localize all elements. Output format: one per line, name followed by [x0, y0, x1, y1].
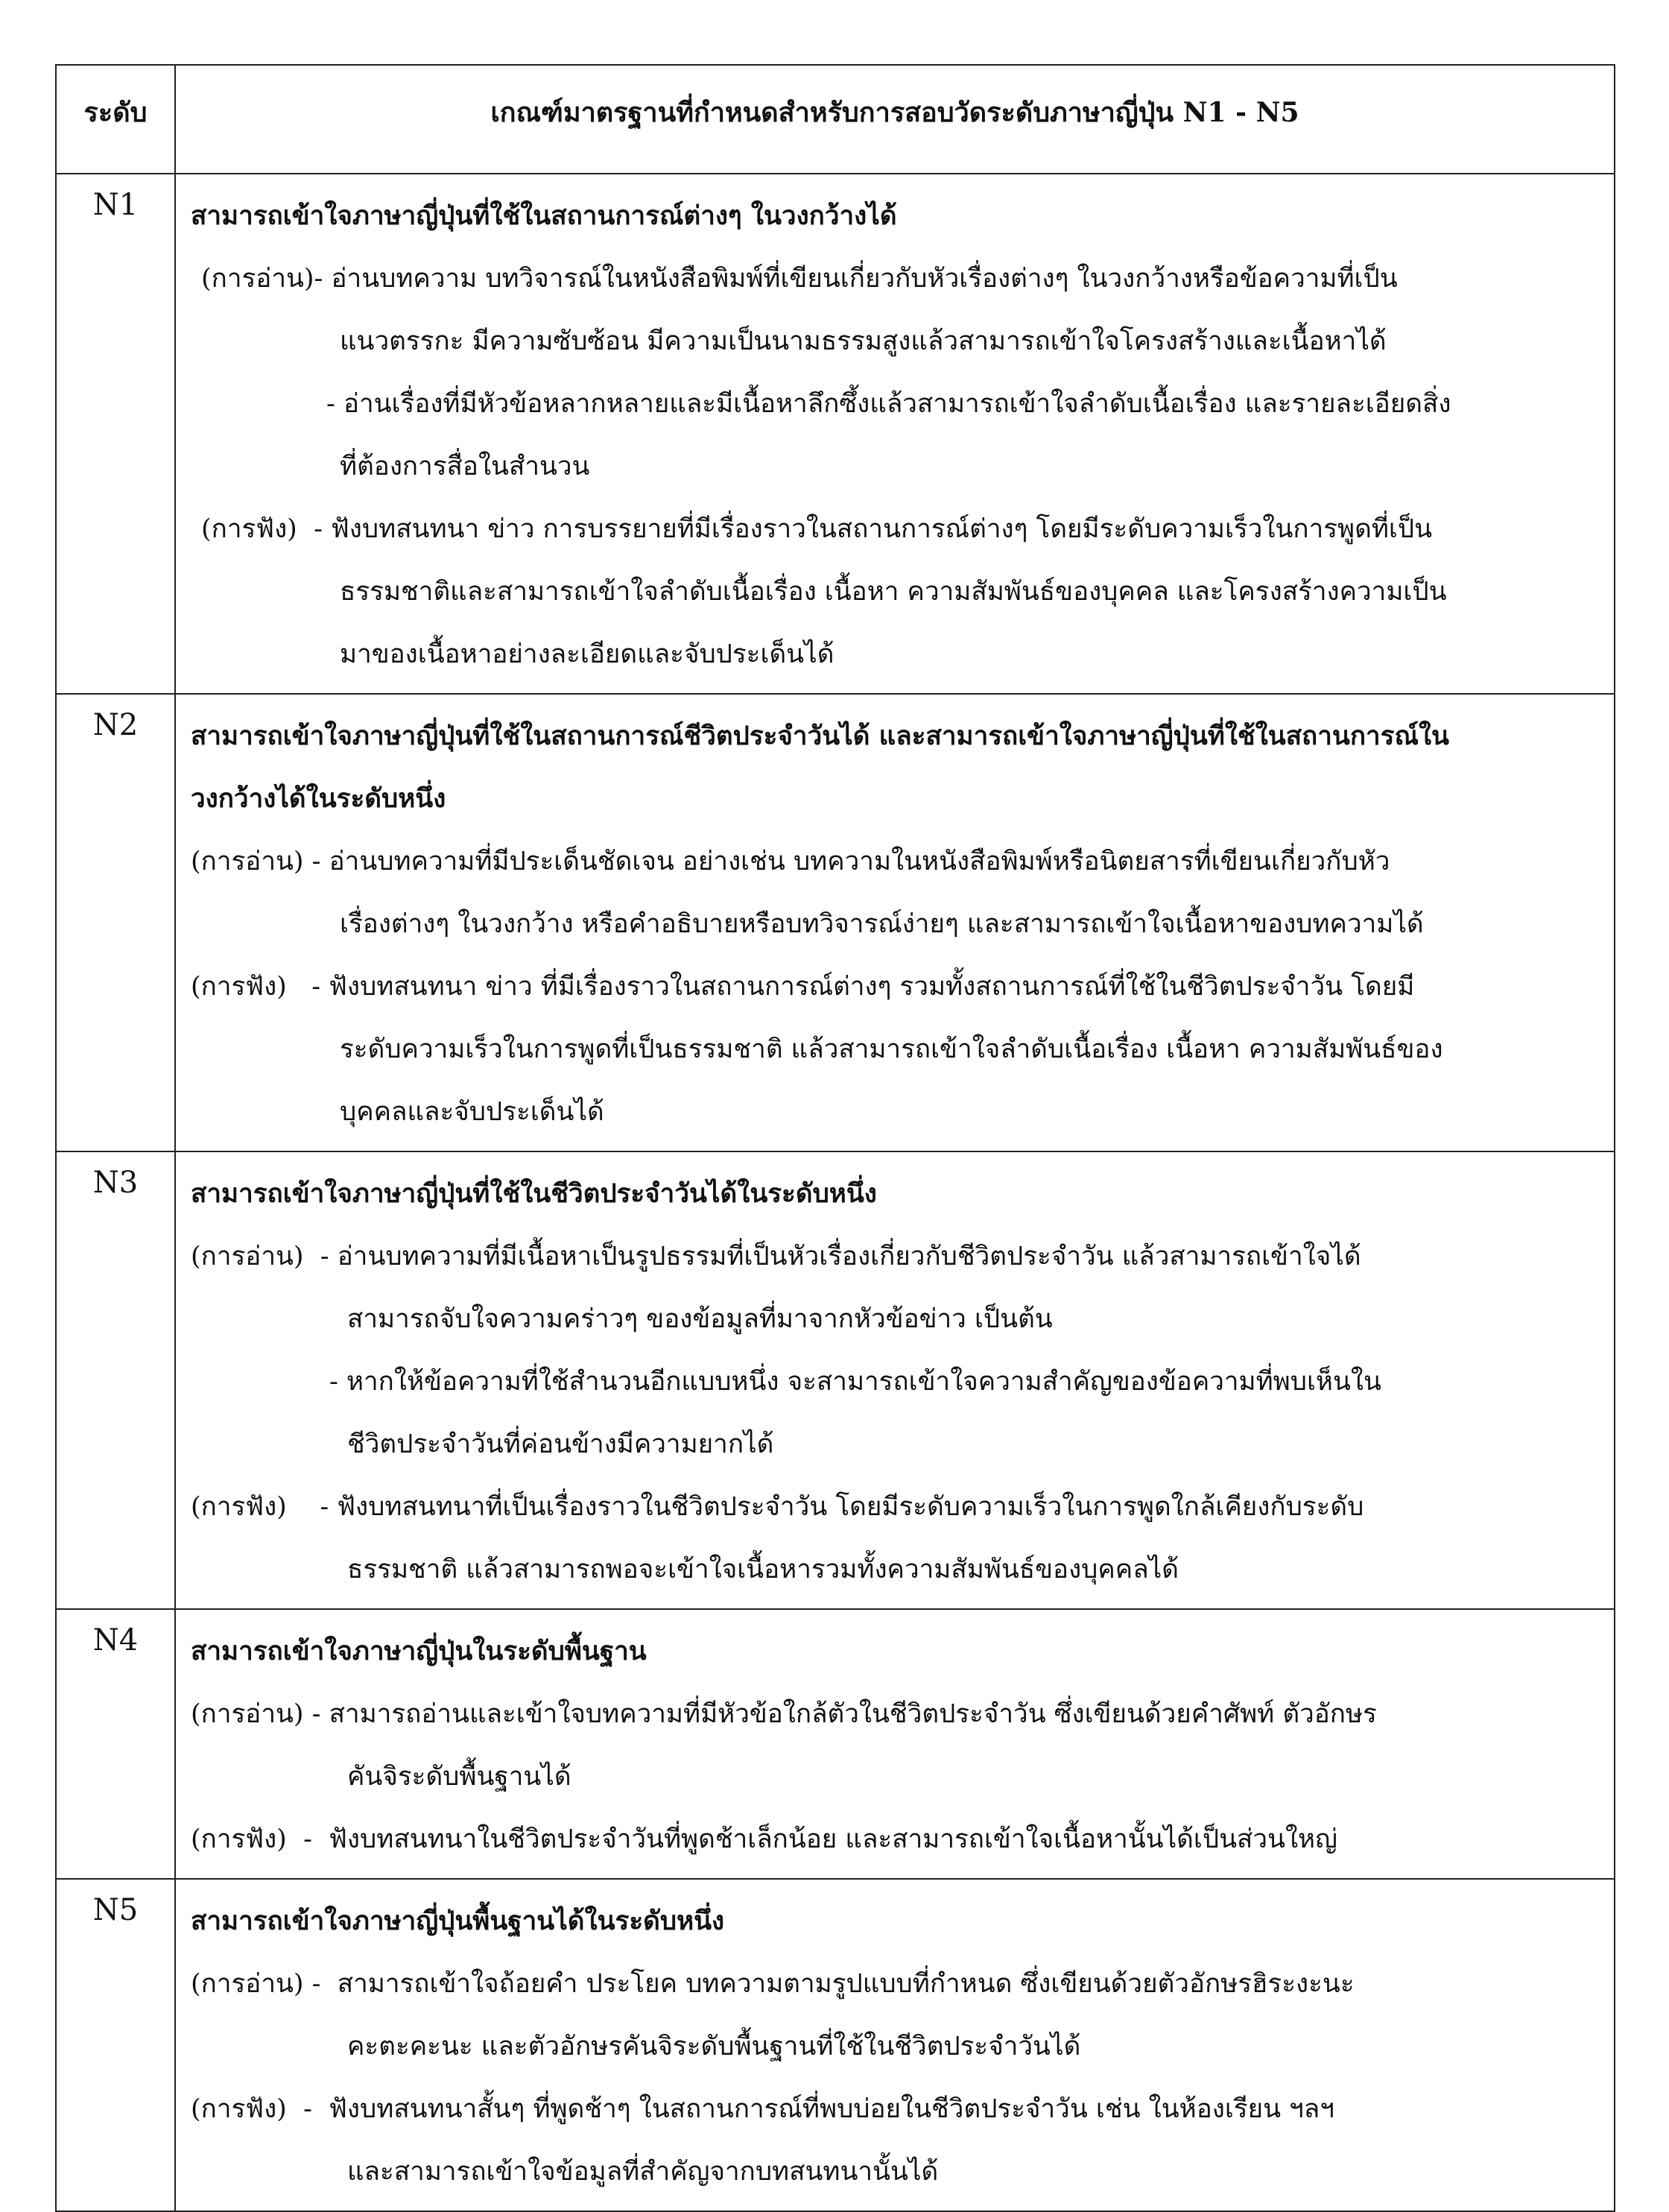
criteria-cell: [175, 174, 1615, 694]
listening-text-cont: และสามารถเข้าใจข้อมูลที่สำคัญจากบทสนทนานั้นได้: [347, 2157, 939, 2187]
reading-text: สามารถอ่านและเข้าใจบทความที่มีหัวข้อใกล้ตัวในชีวิตประจำวัน ซึ่งเขียนด้วยคำศัพท์ ตัวอักษร: [329, 1699, 1377, 1729]
listening-text-cont: ธรรมชาติ แล้วสามารถพอจะเข้าใจเนื้อหารวมทั้งความสัมพันธ์ของบุคคลได้: [347, 1555, 1179, 1584]
level-cell: N2: [56, 694, 175, 1151]
header-level-label: ระดับ: [83, 97, 148, 128]
reading-text: อ่านบทความที่มีเนื้อหาเป็นรูปธรรมที่เป็นหัวเรื่องเกี่ยวกับชีวิตประจำวัน แล้วสามารถเข้าใจได้: [337, 1242, 1361, 1271]
reading-tag: (การอ่าน) -: [191, 847, 329, 876]
criteria-cell: [175, 694, 1615, 1151]
level-cell: N5: [56, 1879, 175, 2211]
table-row-n1: [56, 174, 1615, 694]
listening-text: ฟังบทสนทนาในชีวิตประจำวันที่พูดช้าเล็กน้อย และสามารถเข้าใจเนื้อหานั้นได้เป็นส่วนใหญ่: [329, 1824, 1337, 1854]
listening-text-cont-2: มาของเนื้อหาอย่างละเอียดและจับประเด็นได้: [340, 639, 834, 669]
header-criteria-label: เกณฑ์มาตรฐานที่กำหนดสำหรับการสอบวัดระดับภาษาญี่ปุ่น N1 - N5: [490, 97, 1299, 128]
listening-tag: (การฟัง) -: [191, 2094, 329, 2124]
listening-text: ฟังบทสนทนา ข่าว ที่มีเรื่องราวในสถานการณ์ต่างๆ รวมทั้งสถานการณ์ที่ใช้ในชีวิตประจำวัน โดยมี: [329, 972, 1415, 1002]
reading-text-2: - หากให้ข้อความที่ใช้สำนวนอีกแบบหนึ่ง จะสามารถเข้าใจความสำคัญของข้อความที่พบเห็นใน: [329, 1367, 1381, 1397]
level-cell: N4: [56, 1609, 175, 1879]
level-summary: สามารถเข้าใจภาษาญี่ปุ่นพื้นฐานได้ในระดับหนึ่ง: [191, 1906, 725, 1936]
criteria-cell: [175, 1151, 1615, 1609]
table-row-n5: [56, 1879, 1615, 2211]
listening-text: ฟังบทสนทนาที่เป็นเรื่องราวในชีวิตประจำวัน โดยมีระดับความเร็วในการพูดใกล้เคียงกับระดับ: [337, 1492, 1364, 1522]
reading-tag: (การอ่าน) -: [191, 1969, 338, 1999]
reading-tag: (การอ่าน) -: [191, 1699, 329, 1729]
listening-tag: (การฟัง) -: [191, 1492, 338, 1522]
level-summary-cont: วงกว้างได้ในระดับหนึ่ง: [191, 783, 446, 814]
level-cell: N1: [56, 174, 175, 694]
header-criteria-cell: [175, 65, 1615, 174]
listening-tag: (การฟัง) -: [191, 1824, 329, 1854]
reading-text-cont: แนวตรรกะ มีความซับซ้อน มีความเป็นนามธรรมสูงแล้วสามารถเข้าใจโครงสร้างและเนื้อหาได้: [340, 326, 1387, 356]
reading-text-cont: สามารถจับใจความคร่าวๆ ของข้อมูลที่มาจากหัวข้อข่าว เป็นต้น: [347, 1304, 1053, 1334]
reading-text: สามารถเข้าใจถ้อยคำ ประโยค บทความตามรูปแบบที่กำหนด ซึ่งเขียนด้วยตัวอักษรฮิระงะนะ: [337, 1969, 1355, 1999]
reading-text-cont: คะตะคะนะ และตัวอักษรคันจิระดับพื้นฐานที่ใช้ในชีวิตประจำวันได้: [347, 2032, 1081, 2061]
table-row-n2: [56, 694, 1615, 1151]
reading-tag: (การอ่าน)-: [201, 264, 332, 294]
level-summary: สามารถเข้าใจภาษาญี่ปุ่นที่ใช้ในสถานการณ์ชีวิตประจำวันได้ และสามารถเข้าใจภาษาญี่ปุ่นที่ใช้ในสถานการณ์ใน: [191, 721, 1449, 751]
level-cell: N3: [56, 1151, 175, 1609]
header-level-cell: [56, 65, 175, 174]
reading-text: อ่านบทความ บทวิจารณ์ในหนังสือพิมพ์ที่เขียนเกี่ยวกับหัวเรื่องต่างๆ ในวงกว้างหรือข้อความที่เป็น: [331, 264, 1398, 294]
listening-text: ฟังบทสนทนา ข่าว การบรรยายที่มีเรื่องราวในสถานการณ์ต่างๆ โดยมีระดับความเร็วในการพูดที่เป็น: [331, 514, 1433, 544]
table-row-n3: [56, 1151, 1615, 1609]
listening-text-cont: ธรรมชาติและสามารถเข้าใจลำดับเนื้อเรื่อง เนื้อหา ความสัมพันธ์ของบุคคล และโครงสร้างความเป็น: [340, 577, 1447, 607]
reading-text-2-cont: ที่ต้องการสื่อในสำนวน: [340, 452, 590, 481]
level-summary: สามารถเข้าใจภาษาญี่ปุ่นในระดับพื้นฐาน: [191, 1636, 647, 1666]
level-summary: สามารถเข้าใจภาษาญี่ปุ่นที่ใช้ในชีวิตประจำวันได้ในระดับหนึ่ง: [191, 1178, 877, 1209]
listening-text-cont: ระดับความเร็วในการพูดที่เป็นธรรมชาติ แล้วสามารถเข้าใจลำดับเนื้อเรื่อง เนื้อหา ความสัมพันธ์ของ: [340, 1034, 1443, 1064]
level-summary: สามารถเข้าใจภาษาญี่ปุ่นที่ใช้ในสถานการณ์ต่างๆ ในวงกว้างได้: [191, 200, 897, 231]
reading-text-2: - อ่านเรื่องที่มีหัวข้อหลากหลายและมีเนื้อหาลึกซึ้งแล้วสามารถเข้าใจลำดับเนื้อเรื่อง และรายละเอียดสิ่ง: [326, 389, 1451, 419]
listening-text-cont-2: บุคคลและจับประเด็นได้: [340, 1097, 604, 1127]
listening-tag: (การฟัง) -: [191, 972, 329, 1002]
table-row-n4: [56, 1609, 1615, 1879]
header-row: [56, 65, 1615, 174]
listening-tag: (การฟัง) -: [201, 514, 332, 544]
criteria-cell: [175, 1879, 1615, 2211]
reading-text-2-cont: ชีวิตประจำวันที่ค่อนข้างมีความยากได้: [347, 1429, 774, 1459]
criteria-cell: [175, 1609, 1615, 1879]
jlpt-criteria-table: [55, 64, 1615, 2212]
reading-text: อ่านบทความที่มีประเด็นชัดเจน อย่างเช่น บทความในหนังสือพิมพ์หรือนิตยสารที่เขียนเกี่ยวกับหัว: [329, 847, 1390, 876]
reading-text-cont: เรื่องต่างๆ ในวงกว้าง หรือคำอธิบายหรือบทวิจารณ์ง่ายๆ และสามารถเข้าใจเนื้อหาของบทความได้: [340, 909, 1424, 939]
reading-tag: (การอ่าน) -: [191, 1242, 338, 1271]
listening-text: ฟังบทสนทนาสั้นๆ ที่พูดช้าๆ ในสถานการณ์ที่พบบ่อยในชีวิตประจำวัน เช่น ในห้องเรียน ฯลฯ: [329, 2094, 1334, 2124]
reading-text-cont: คันจิระดับพื้นฐานได้: [347, 1762, 571, 1792]
